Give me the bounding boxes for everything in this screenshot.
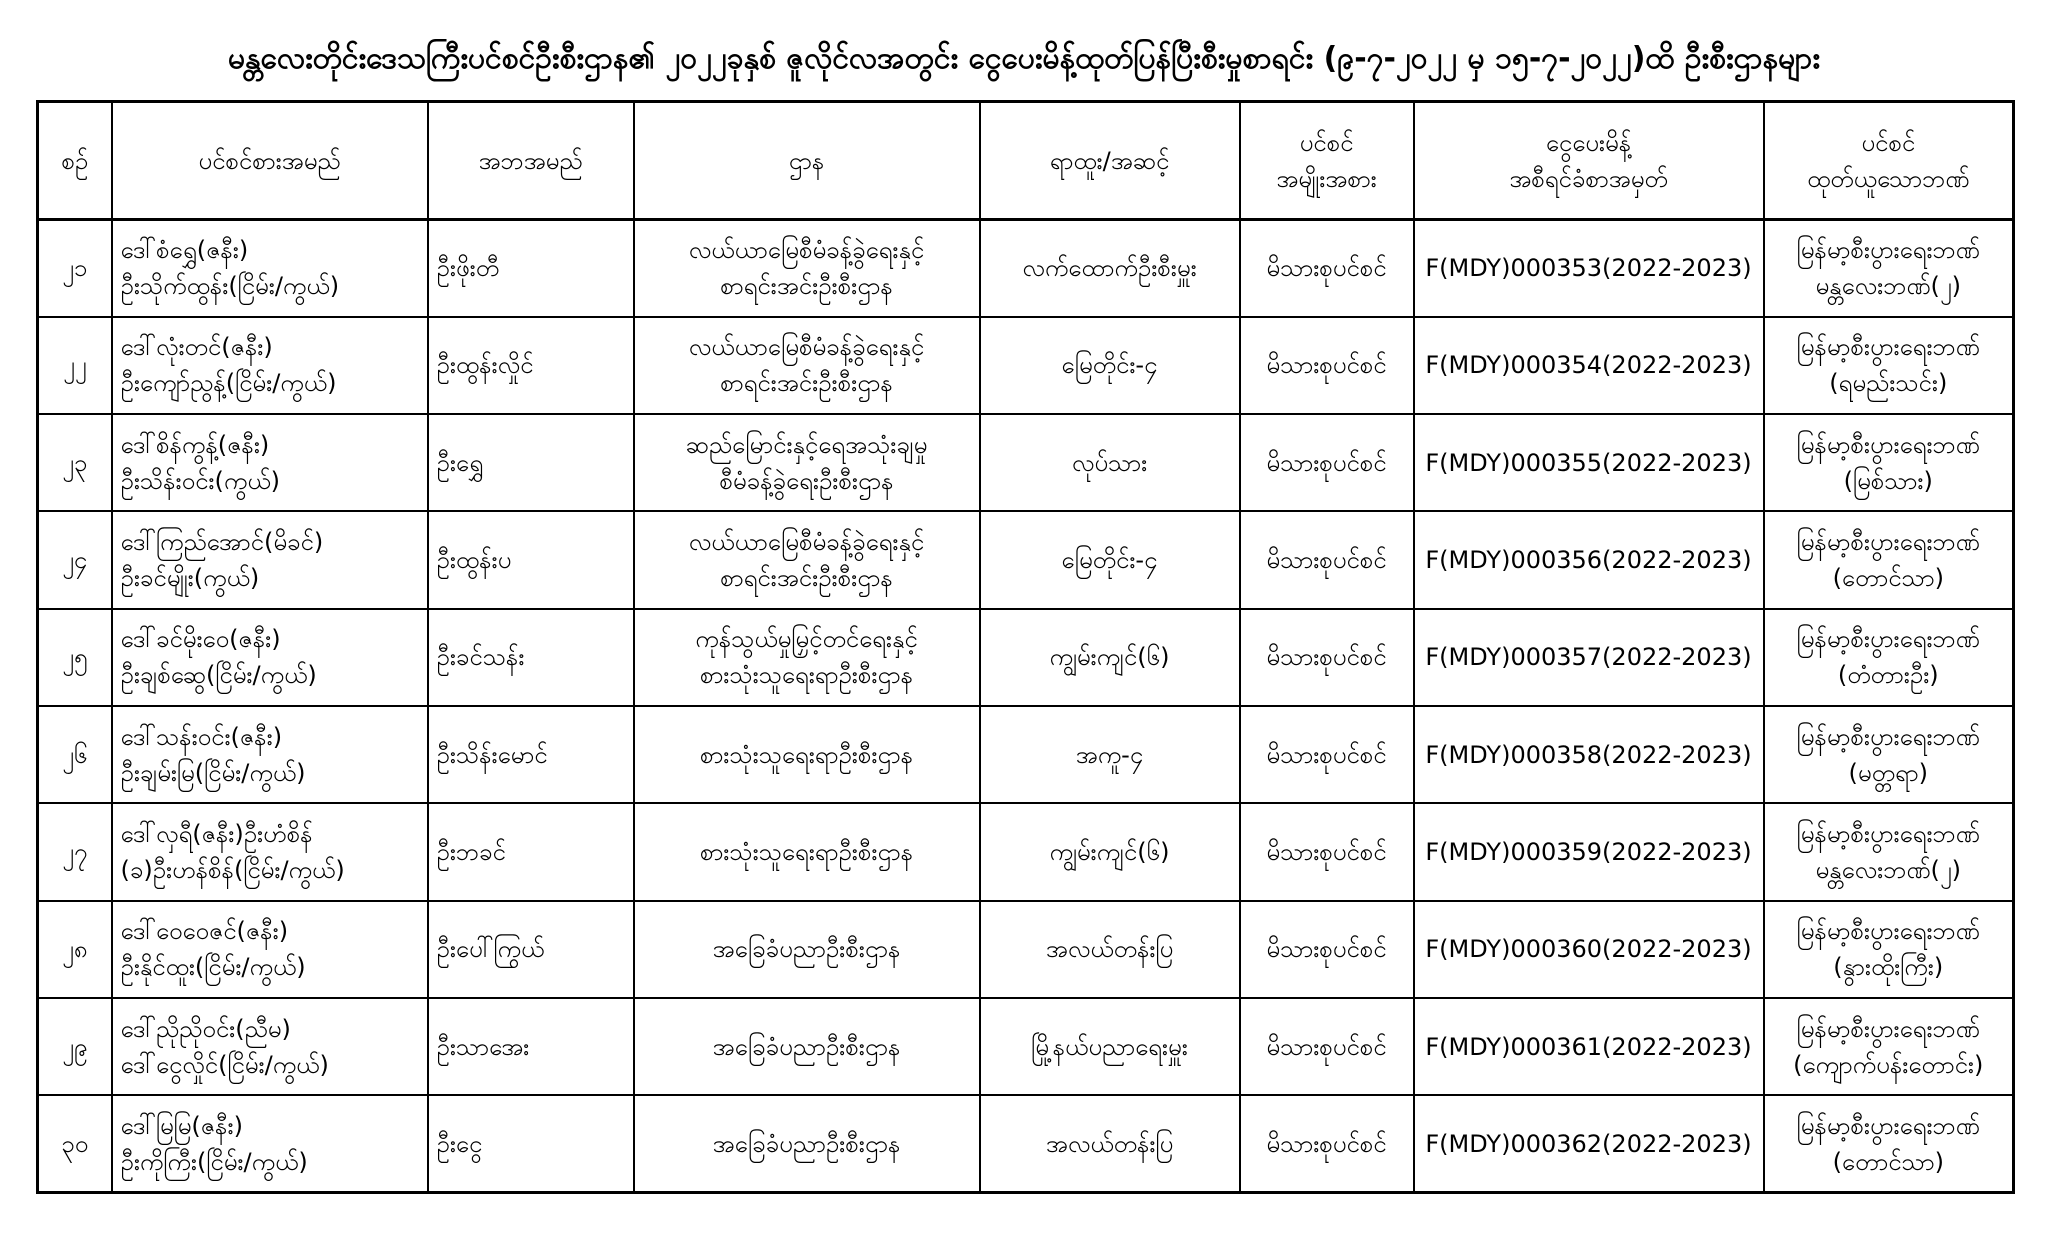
cell-payment-order-ref: F(MDY)000354(2022-2023) bbox=[1414, 317, 1764, 414]
cell-pensioner-name: ဒေါ်ဝေဝေဇင်(ဇနီး) ဦးနိုင်ထူး(ငြိမ်း/ကွယ်) bbox=[112, 901, 428, 998]
cell-department: စားသုံးသူရေးရာဦးစီးဌာန bbox=[634, 803, 980, 900]
cell-rank: အကူ-၄ bbox=[980, 706, 1240, 803]
cell-payment-order-ref: F(MDY)000361(2022-2023) bbox=[1414, 998, 1764, 1095]
header-bank: ပင်စင် ထုတ်ယူသောဘဏ် bbox=[1764, 102, 2014, 220]
cell-pension-type: မိသားစုပင်စင် bbox=[1240, 901, 1414, 998]
cell-rank: မြေတိုင်း-၄ bbox=[980, 511, 1240, 608]
pension-table bbox=[36, 100, 2015, 1194]
cell-department: ကုန်သွယ်မှုမြှင့်တင်ရေးနှင့် စားသုံးသူရေးရာဦးစီးဌာန bbox=[634, 609, 980, 706]
cell-payment-order-ref: F(MDY)000360(2022-2023) bbox=[1414, 901, 1764, 998]
cell-father-name: ဦးသိန်းမောင် bbox=[428, 706, 634, 803]
cell-payment-order-ref: F(MDY)000358(2022-2023) bbox=[1414, 706, 1764, 803]
cell-pensioner-name: ဒေါ်လုံးတင်(ဇနီး) ဦးကျော်ညွန့်(ငြိမ်း/ကွယ်) bbox=[112, 317, 428, 414]
header-pension-type: ပင်စင် အမျိုးအစား bbox=[1240, 102, 1414, 220]
cell-father-name: ဦးရွှေ bbox=[428, 414, 634, 511]
cell-bank: မြန်မာ့စီးပွားရေးဘဏ် (တောင်သာ) bbox=[1764, 511, 2014, 608]
cell-bank: မြန်မာ့စီးပွားရေးဘဏ် (တောင်သာ) bbox=[1764, 1095, 2014, 1192]
cell-pensioner-name: ဒေါ်ညိုညိုဝင်း(ညီမ) ဒေါ်ငွေလှိုင်(ငြိမ်း/ကွယ်) bbox=[112, 998, 428, 1095]
cell-no: ၃၀ bbox=[38, 1095, 112, 1192]
cell-department: အခြေခံပညာဦးစီးဌာန bbox=[634, 998, 980, 1095]
cell-payment-order-ref: F(MDY)000357(2022-2023) bbox=[1414, 609, 1764, 706]
cell-bank: မြန်မာ့စီးပွားရေးဘဏ် (နွားထိုးကြီး) bbox=[1764, 901, 2014, 998]
table-row bbox=[38, 317, 2014, 414]
table-row bbox=[38, 1095, 2014, 1192]
table-row bbox=[38, 609, 2014, 706]
cell-no: ၂၈ bbox=[38, 901, 112, 998]
table-row bbox=[38, 998, 2014, 1095]
cell-pension-type: မိသားစုပင်စင် bbox=[1240, 1095, 1414, 1192]
cell-rank: မြို့နယ်ပညာရေးမှူး bbox=[980, 998, 1240, 1095]
cell-rank: လက်ထောက်ဦးစီးမှူး bbox=[980, 220, 1240, 317]
cell-father-name: ဦးပေါ်ကြွယ် bbox=[428, 901, 634, 998]
cell-father-name: ဦးသာအေး bbox=[428, 998, 634, 1095]
cell-bank: မြန်မာ့စီးပွားရေးဘဏ် (မြစ်သား) bbox=[1764, 414, 2014, 511]
cell-pension-type: မိသားစုပင်စင် bbox=[1240, 998, 1414, 1095]
cell-pensioner-name: ဒေါ်မြမြ(ဇနီး) ဦးကိုကြီး(ငြိမ်း/ကွယ်) bbox=[112, 1095, 428, 1192]
cell-father-name: ဦးထွန်းလှိုင် bbox=[428, 317, 634, 414]
cell-department: စားသုံးသူရေးရာဦးစီးဌာန bbox=[634, 706, 980, 803]
table-row bbox=[38, 901, 2014, 998]
cell-bank: မြန်မာ့စီးပွားရေးဘဏ် (တံတားဦး) bbox=[1764, 609, 2014, 706]
cell-pensioner-name: ဒေါ်လှရီ(ဇနီး)ဦးဟံစိန် (ခ)ဦးဟန်စိန်(ငြိမ်း/ကွယ်) bbox=[112, 803, 428, 900]
cell-father-name: ဦးငွေ bbox=[428, 1095, 634, 1192]
cell-pension-type: မိသားစုပင်စင် bbox=[1240, 317, 1414, 414]
cell-no: ၂၂ bbox=[38, 317, 112, 414]
cell-department: လယ်ယာမြေစီမံခန့်ခွဲရေးနှင့် စာရင်းအင်းဦးစီးဌာန bbox=[634, 511, 980, 608]
cell-bank: မြန်မာ့စီးပွားရေးဘဏ် မန္တလေးဘဏ်(၂) bbox=[1764, 220, 2014, 317]
cell-father-name: ဦးဘခင် bbox=[428, 803, 634, 900]
cell-department: အခြေခံပညာဦးစီးဌာန bbox=[634, 1095, 980, 1192]
cell-bank: မြန်မာ့စီးပွားရေးဘဏ် (ရမည်းသင်း) bbox=[1764, 317, 2014, 414]
cell-rank: အလယ်တန်းပြ bbox=[980, 1095, 1240, 1192]
cell-pensioner-name: ဒေါ်စံရွှေ(ဇနီး) ဦးသိုက်ထွန်း(ငြိမ်း/ကွယ်) bbox=[112, 220, 428, 317]
cell-no: ၂၁ bbox=[38, 220, 112, 317]
cell-rank: မြေတိုင်း-၄ bbox=[980, 317, 1240, 414]
cell-no: ၂၆ bbox=[38, 706, 112, 803]
cell-payment-order-ref: F(MDY)000353(2022-2023) bbox=[1414, 220, 1764, 317]
header-payment-order-ref: ငွေပေးမိန့် အစီရင်ခံစာအမှတ် bbox=[1414, 102, 1764, 220]
cell-no: ၂၄ bbox=[38, 511, 112, 608]
header-no: စဉ် bbox=[38, 102, 112, 220]
cell-bank: မြန်မာ့စီးပွားရေးဘဏ် (မတ္တရာ) bbox=[1764, 706, 2014, 803]
cell-pension-type: မိသားစုပင်စင် bbox=[1240, 414, 1414, 511]
cell-department: ဆည်မြောင်းနှင့်ရေအသုံးချမှု စီမံခန့်ခွဲရေးဦးစီးဌာန bbox=[634, 414, 980, 511]
cell-father-name: ဦးထွန်းပ bbox=[428, 511, 634, 608]
cell-pension-type: မိသားစုပင်စင် bbox=[1240, 706, 1414, 803]
header-row bbox=[38, 102, 2014, 220]
table-body bbox=[38, 220, 2014, 1193]
cell-no: ၂၃ bbox=[38, 414, 112, 511]
document-title: မန္တလေးတိုင်းဒေသကြီးပင်စင်ဦးစီးဌာန၏ ၂၀၂၂ခုနှစ် ဇူလိုင်လအတွင်း ငွေပေးမိန့်ထုတ်ပြန်ပြီးစီးမှုစာရင်း (၉-၇-၂၀၂၂ မှ ၁၅-၇-၂၀၂၂)ထိ ဦးစီးဌာနများ bbox=[228, 41, 1820, 76]
cell-no: ၂၉ bbox=[38, 998, 112, 1095]
cell-payment-order-ref: F(MDY)000359(2022-2023) bbox=[1414, 803, 1764, 900]
cell-rank: လုပ်သား bbox=[980, 414, 1240, 511]
header-father-name: အဘအမည် bbox=[428, 102, 634, 220]
header-rank: ရာထူး/အဆင့် bbox=[980, 102, 1240, 220]
cell-pensioner-name: ဒေါ်ခင်မိုးဝေ(ဇနီး) ဦးချစ်ဆွေ(ငြိမ်း/ကွယ်) bbox=[112, 609, 428, 706]
cell-pension-type: မိသားစုပင်စင် bbox=[1240, 803, 1414, 900]
cell-pensioner-name: ဒေါ်သန်းဝင်း(ဇနီး) ဦးချမ်းမြ(ငြိမ်း/ကွယ်) bbox=[112, 706, 428, 803]
cell-rank: အလယ်တန်းပြ bbox=[980, 901, 1240, 998]
cell-payment-order-ref: F(MDY)000355(2022-2023) bbox=[1414, 414, 1764, 511]
cell-no: ၂၇ bbox=[38, 803, 112, 900]
table-row bbox=[38, 706, 2014, 803]
cell-rank: ကျွမ်းကျင်(၆) bbox=[980, 803, 1240, 900]
cell-bank: မြန်မာ့စီးပွားရေးဘဏ် မန္တလေးဘဏ်(၂) bbox=[1764, 803, 2014, 900]
cell-pensioner-name: ဒေါ်စိန်ကွန့်(ဇနီး) ဦးသိန်းဝင်း(ကွယ်) bbox=[112, 414, 428, 511]
cell-pension-type: မိသားစုပင်စင် bbox=[1240, 609, 1414, 706]
cell-department: လယ်ယာမြေစီမံခန့်ခွဲရေးနှင့် စာရင်းအင်းဦးစီးဌာန bbox=[634, 220, 980, 317]
cell-no: ၂၅ bbox=[38, 609, 112, 706]
table-row bbox=[38, 220, 2014, 317]
cell-rank: ကျွမ်းကျင်(၆) bbox=[980, 609, 1240, 706]
table-row bbox=[38, 511, 2014, 608]
table-header bbox=[38, 102, 2014, 220]
table-row bbox=[38, 803, 2014, 900]
cell-department: လယ်ယာမြေစီမံခန့်ခွဲရေးနှင့် စာရင်းအင်းဦးစီးဌာန bbox=[634, 317, 980, 414]
cell-pension-type: မိသားစုပင်စင် bbox=[1240, 220, 1414, 317]
cell-department: အခြေခံပညာဦးစီးဌာန bbox=[634, 901, 980, 998]
cell-payment-order-ref: F(MDY)000362(2022-2023) bbox=[1414, 1095, 1764, 1192]
header-pensioner-name: ပင်စင်စားအမည် bbox=[112, 102, 428, 220]
header-department: ဌာန bbox=[634, 102, 980, 220]
cell-father-name: ဦးခင်သန်း bbox=[428, 609, 634, 706]
cell-payment-order-ref: F(MDY)000356(2022-2023) bbox=[1414, 511, 1764, 608]
table-row bbox=[38, 414, 2014, 511]
cell-pensioner-name: ဒေါ်ကြည်အောင်(မိခင်) ဦးခင်မျိုး(ကွယ်) bbox=[112, 511, 428, 608]
cell-father-name: ဦးဖိုးတီ bbox=[428, 220, 634, 317]
cell-bank: မြန်မာ့စီးပွားရေးဘဏ် (ကျောက်ပန်းတောင်း) bbox=[1764, 998, 2014, 1095]
cell-pension-type: မိသားစုပင်စင် bbox=[1240, 511, 1414, 608]
